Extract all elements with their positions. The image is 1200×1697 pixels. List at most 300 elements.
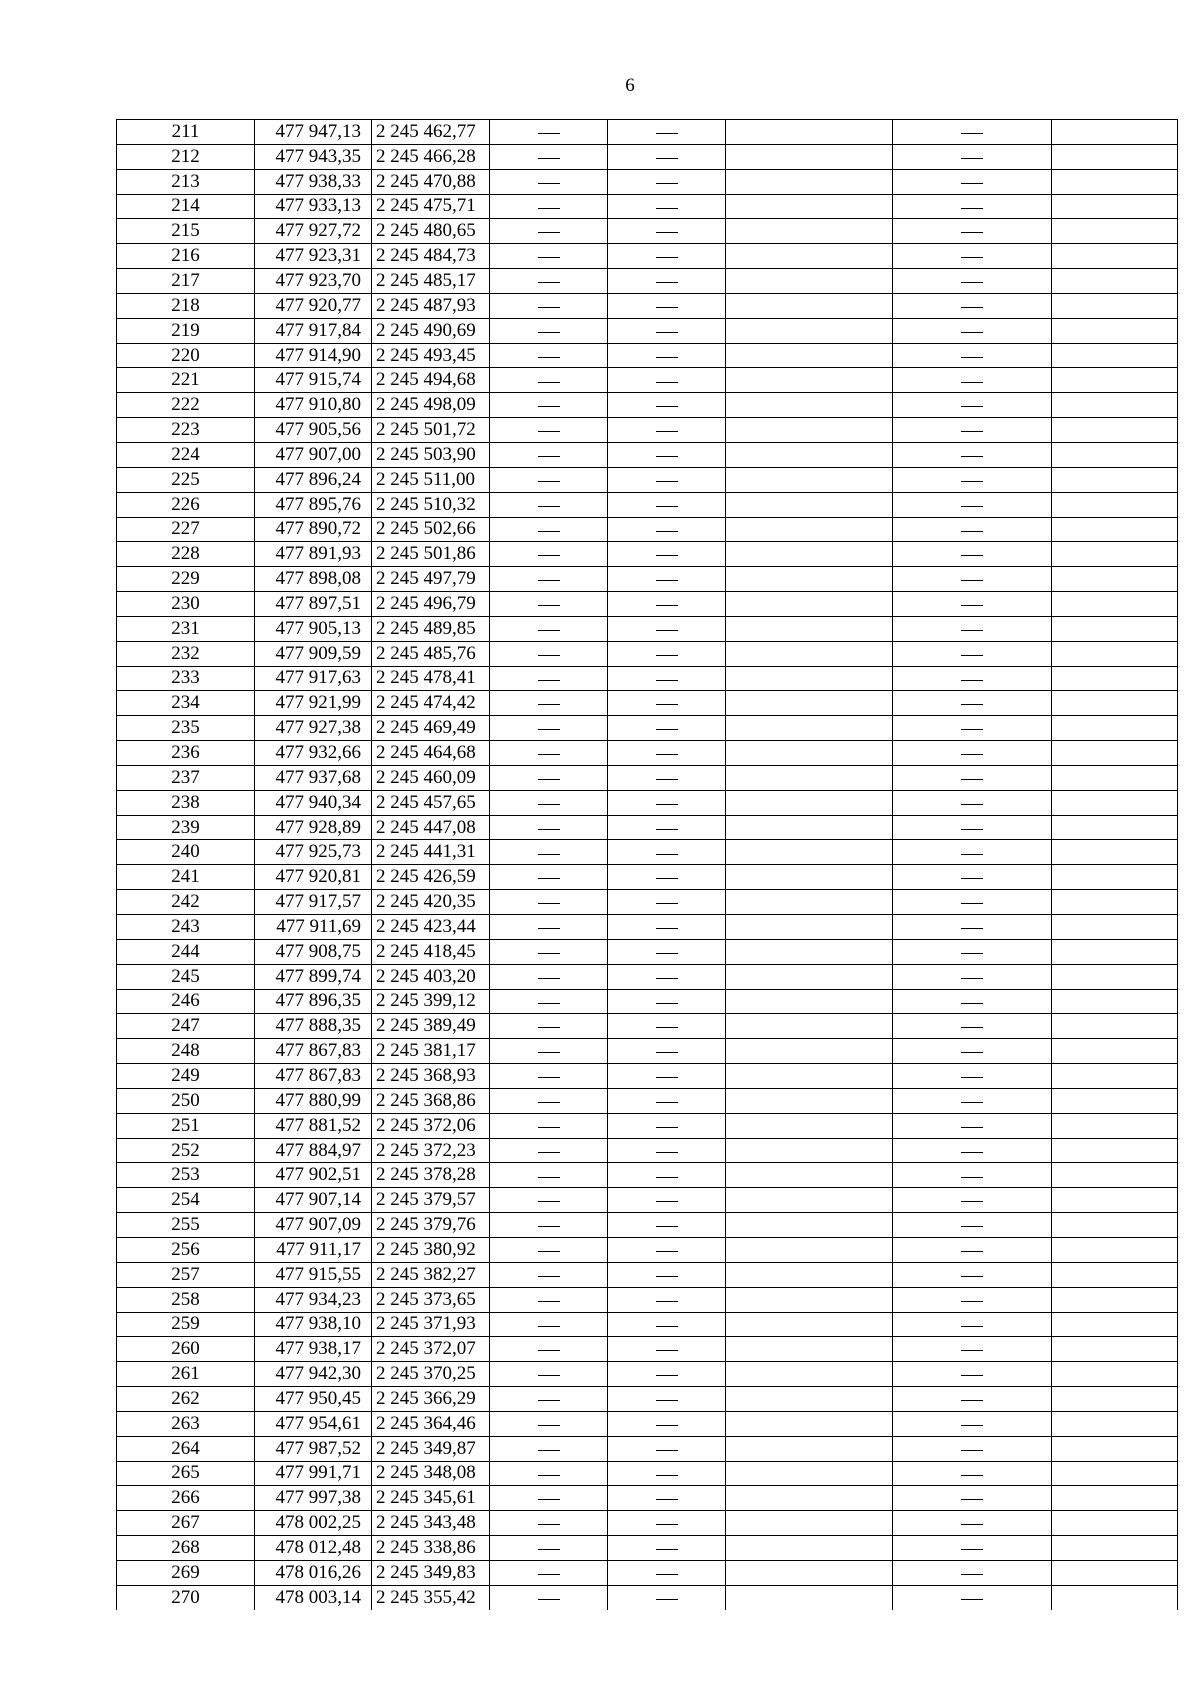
- dash-mark: [656, 531, 678, 532]
- empty-cell-2: [1052, 915, 1178, 940]
- dash-cell-3: [893, 1064, 1052, 1089]
- coordinate-y-cell: 2 245 420,35: [372, 890, 490, 915]
- dash-cell-2: [608, 964, 726, 989]
- table-row: [117, 1312, 1178, 1337]
- dash-cell-2: [608, 1039, 726, 1064]
- dash-cell-2: [608, 1387, 726, 1412]
- empty-cell-1: [726, 939, 893, 964]
- dash-cell-3: [893, 1014, 1052, 1039]
- dash-cell-3: [893, 567, 1052, 592]
- dash-mark: [656, 1177, 678, 1178]
- coordinate-y-cell: 2 245 501,86: [372, 542, 490, 567]
- table-row: [117, 1262, 1178, 1287]
- dash-cell-2: [608, 1362, 726, 1387]
- dash-mark: [538, 1375, 560, 1376]
- empty-cell-2: [1052, 1237, 1178, 1262]
- empty-cell-2: [1052, 1014, 1178, 1039]
- table-row: [117, 194, 1178, 219]
- empty-cell-1: [726, 592, 893, 617]
- dash-cell-1: [490, 1188, 608, 1213]
- empty-cell-2: [1052, 1312, 1178, 1337]
- empty-cell-1: [726, 1287, 893, 1312]
- dash-mark: [656, 1077, 678, 1078]
- empty-cell-2: [1052, 1411, 1178, 1436]
- empty-cell-1: [726, 1585, 893, 1610]
- coordinate-y-cell: 2 245 498,09: [372, 393, 490, 418]
- empty-cell-2: [1052, 939, 1178, 964]
- empty-cell-1: [726, 1014, 893, 1039]
- dash-cell-1: [490, 964, 608, 989]
- dash-mark: [538, 1152, 560, 1153]
- dash-mark: [961, 357, 983, 358]
- coordinate-x-cell: 477 943,35: [255, 144, 372, 169]
- dash-cell-2: [608, 368, 726, 393]
- dash-cell-1: [490, 467, 608, 492]
- dash-mark: [538, 257, 560, 258]
- dash-mark: [961, 680, 983, 681]
- dash-cell-3: [893, 1188, 1052, 1213]
- dash-cell-1: [490, 691, 608, 716]
- coordinate-x-cell: 477 940,34: [255, 790, 372, 815]
- dash-mark: [656, 332, 678, 333]
- empty-cell-1: [726, 492, 893, 517]
- empty-cell-1: [726, 1411, 893, 1436]
- coordinate-y-cell: 2 245 478,41: [372, 666, 490, 691]
- dash-mark: [656, 282, 678, 283]
- empty-cell-2: [1052, 343, 1178, 368]
- table-row: [117, 1064, 1178, 1089]
- coordinate-x-cell: 477 947,13: [255, 120, 372, 145]
- dash-mark: [961, 1127, 983, 1128]
- coordinate-x-cell: 477 932,66: [255, 741, 372, 766]
- empty-cell-2: [1052, 1436, 1178, 1461]
- point-number-cell: 222: [117, 393, 255, 418]
- coordinate-y-cell: 2 245 490,69: [372, 318, 490, 343]
- dash-cell-1: [490, 1362, 608, 1387]
- coordinate-y-cell: 2 245 466,28: [372, 144, 490, 169]
- coordinate-x-cell: 477 897,51: [255, 592, 372, 617]
- dash-mark: [538, 133, 560, 134]
- coordinate-x-cell: 477 933,13: [255, 194, 372, 219]
- empty-cell-2: [1052, 616, 1178, 641]
- coordinate-y-cell: 2 245 418,45: [372, 939, 490, 964]
- coordinate-x-cell: 477 938,10: [255, 1312, 372, 1337]
- dash-cell-1: [490, 1113, 608, 1138]
- coordinate-x-cell: 477 909,59: [255, 641, 372, 666]
- dash-mark: [961, 481, 983, 482]
- dash-mark: [961, 1450, 983, 1451]
- empty-cell-1: [726, 1262, 893, 1287]
- coordinate-y-cell: 2 245 364,46: [372, 1411, 490, 1436]
- point-number-cell: 269: [117, 1560, 255, 1585]
- dash-mark: [656, 1574, 678, 1575]
- point-number-cell: 221: [117, 368, 255, 393]
- empty-cell-2: [1052, 269, 1178, 294]
- dash-mark: [961, 779, 983, 780]
- coordinate-x-cell: 477 884,97: [255, 1138, 372, 1163]
- dash-cell-2: [608, 293, 726, 318]
- dash-cell-2: [608, 269, 726, 294]
- empty-cell-1: [726, 1312, 893, 1337]
- empty-cell-2: [1052, 368, 1178, 393]
- point-number-cell: 261: [117, 1362, 255, 1387]
- point-number-cell: 243: [117, 915, 255, 940]
- empty-cell-1: [726, 542, 893, 567]
- dash-cell-2: [608, 1585, 726, 1610]
- dash-cell-1: [490, 790, 608, 815]
- dash-mark: [656, 232, 678, 233]
- empty-cell-2: [1052, 815, 1178, 840]
- empty-cell-2: [1052, 1560, 1178, 1585]
- dash-cell-1: [490, 1585, 608, 1610]
- dash-cell-1: [490, 666, 608, 691]
- empty-cell-1: [726, 716, 893, 741]
- empty-cell-2: [1052, 120, 1178, 145]
- dash-cell-3: [893, 1536, 1052, 1561]
- coordinate-y-cell: 2 245 480,65: [372, 219, 490, 244]
- dash-cell-3: [893, 1237, 1052, 1262]
- coordinate-x-cell: 477 890,72: [255, 517, 372, 542]
- dash-cell-1: [490, 144, 608, 169]
- point-number-cell: 236: [117, 741, 255, 766]
- point-number-cell: 215: [117, 219, 255, 244]
- coordinate-y-cell: 2 245 403,20: [372, 964, 490, 989]
- coordinate-x-cell: 477 867,83: [255, 1064, 372, 1089]
- dash-mark: [538, 1599, 560, 1600]
- dash-mark: [656, 804, 678, 805]
- point-number-cell: 232: [117, 641, 255, 666]
- coordinate-y-cell: 2 245 447,08: [372, 815, 490, 840]
- dash-mark: [961, 605, 983, 606]
- dash-cell-2: [608, 442, 726, 467]
- table-row: [117, 393, 1178, 418]
- dash-mark: [656, 779, 678, 780]
- point-number-cell: 266: [117, 1486, 255, 1511]
- dash-cell-2: [608, 1262, 726, 1287]
- coordinate-y-cell: 2 245 379,57: [372, 1188, 490, 1213]
- point-number-cell: 220: [117, 343, 255, 368]
- dash-cell-3: [893, 1088, 1052, 1113]
- coordinate-y-cell: 2 245 464,68: [372, 741, 490, 766]
- coordinate-y-cell: 2 245 457,65: [372, 790, 490, 815]
- point-number-cell: 226: [117, 492, 255, 517]
- dash-cell-3: [893, 1138, 1052, 1163]
- dash-cell-1: [490, 1486, 608, 1511]
- coordinate-x-cell: 477 987,52: [255, 1436, 372, 1461]
- table-row: [117, 1188, 1178, 1213]
- dash-mark: [656, 506, 678, 507]
- dash-cell-1: [490, 741, 608, 766]
- dash-mark: [656, 729, 678, 730]
- dash-cell-2: [608, 1088, 726, 1113]
- dash-cell-3: [893, 318, 1052, 343]
- empty-cell-1: [726, 219, 893, 244]
- dash-mark: [961, 555, 983, 556]
- empty-cell-1: [726, 1511, 893, 1536]
- dash-mark: [538, 555, 560, 556]
- dash-cell-1: [490, 989, 608, 1014]
- table-row: [117, 1113, 1178, 1138]
- dash-mark: [961, 431, 983, 432]
- empty-cell-1: [726, 517, 893, 542]
- dash-mark: [538, 1177, 560, 1178]
- point-number-cell: 212: [117, 144, 255, 169]
- dash-cell-3: [893, 1436, 1052, 1461]
- dash-mark: [656, 704, 678, 705]
- point-number-cell: 259: [117, 1312, 255, 1337]
- table-row: [117, 1138, 1178, 1163]
- point-number-cell: 241: [117, 865, 255, 890]
- dash-cell-3: [893, 144, 1052, 169]
- dash-cell-3: [893, 169, 1052, 194]
- dash-mark: [961, 854, 983, 855]
- dash-mark: [961, 1400, 983, 1401]
- dash-cell-1: [490, 120, 608, 145]
- point-number-cell: 225: [117, 467, 255, 492]
- coordinate-x-cell: 477 896,24: [255, 467, 372, 492]
- dash-cell-3: [893, 1262, 1052, 1287]
- coordinate-x-cell: 477 937,68: [255, 765, 372, 790]
- empty-cell-2: [1052, 1536, 1178, 1561]
- coordinate-y-cell: 2 245 379,76: [372, 1213, 490, 1238]
- dash-cell-2: [608, 616, 726, 641]
- point-number-cell: 256: [117, 1237, 255, 1262]
- dash-cell-2: [608, 169, 726, 194]
- dash-mark: [538, 1450, 560, 1451]
- dash-mark: [656, 257, 678, 258]
- coordinate-x-cell: 477 896,35: [255, 989, 372, 1014]
- dash-mark: [961, 1549, 983, 1550]
- dash-mark: [961, 1226, 983, 1227]
- dash-mark: [656, 953, 678, 954]
- dash-cell-1: [490, 1014, 608, 1039]
- dash-mark: [538, 1301, 560, 1302]
- table-row: [117, 865, 1178, 890]
- dash-mark: [538, 1127, 560, 1128]
- empty-cell-2: [1052, 144, 1178, 169]
- dash-mark: [961, 1251, 983, 1252]
- dash-cell-1: [490, 1461, 608, 1486]
- point-number-cell: 242: [117, 890, 255, 915]
- empty-cell-1: [726, 815, 893, 840]
- dash-cell-2: [608, 1064, 726, 1089]
- coordinate-x-cell: 477 921,99: [255, 691, 372, 716]
- coordinate-y-cell: 2 245 382,27: [372, 1262, 490, 1287]
- point-number-cell: 239: [117, 815, 255, 840]
- dash-mark: [961, 456, 983, 457]
- point-number-cell: 234: [117, 691, 255, 716]
- dash-mark: [538, 779, 560, 780]
- table-row: [117, 343, 1178, 368]
- empty-cell-2: [1052, 790, 1178, 815]
- coordinate-x-cell: 477 888,35: [255, 1014, 372, 1039]
- dash-cell-3: [893, 1039, 1052, 1064]
- dash-mark: [656, 406, 678, 407]
- empty-cell-1: [726, 567, 893, 592]
- dash-cell-3: [893, 1461, 1052, 1486]
- dash-cell-3: [893, 666, 1052, 691]
- dash-mark: [961, 630, 983, 631]
- point-number-cell: 214: [117, 194, 255, 219]
- empty-cell-2: [1052, 691, 1178, 716]
- dash-cell-1: [490, 939, 608, 964]
- dash-cell-2: [608, 1411, 726, 1436]
- coordinate-y-cell: 2 245 338,86: [372, 1536, 490, 1561]
- dash-mark: [656, 1350, 678, 1351]
- dash-mark: [538, 1350, 560, 1351]
- coordinate-y-cell: 2 245 485,76: [372, 641, 490, 666]
- dash-cell-3: [893, 194, 1052, 219]
- table-row: [117, 1511, 1178, 1536]
- dash-mark: [538, 1077, 560, 1078]
- dash-mark: [961, 1201, 983, 1202]
- dash-mark: [656, 1375, 678, 1376]
- coordinates-table-body: [117, 120, 1178, 1611]
- dash-cell-3: [893, 244, 1052, 269]
- coordinate-y-cell: 2 245 349,83: [372, 1560, 490, 1585]
- dash-mark: [656, 580, 678, 581]
- dash-mark: [656, 1251, 678, 1252]
- dash-cell-1: [490, 890, 608, 915]
- point-number-cell: 262: [117, 1387, 255, 1412]
- dash-mark: [961, 1524, 983, 1525]
- point-number-cell: 235: [117, 716, 255, 741]
- dash-mark: [656, 1003, 678, 1004]
- coordinate-x-cell: 477 917,63: [255, 666, 372, 691]
- table-row: [117, 1287, 1178, 1312]
- dash-cell-2: [608, 939, 726, 964]
- empty-cell-1: [726, 169, 893, 194]
- table-row: [117, 1163, 1178, 1188]
- dash-cell-3: [893, 393, 1052, 418]
- point-number-cell: 238: [117, 790, 255, 815]
- dash-mark: [961, 1052, 983, 1053]
- dash-mark: [656, 357, 678, 358]
- empty-cell-2: [1052, 666, 1178, 691]
- dash-cell-2: [608, 318, 726, 343]
- table-row: [117, 964, 1178, 989]
- dash-mark: [961, 183, 983, 184]
- dash-mark: [961, 382, 983, 383]
- coordinate-x-cell: 477 920,77: [255, 293, 372, 318]
- dash-cell-2: [608, 1337, 726, 1362]
- dash-mark: [656, 854, 678, 855]
- dash-mark: [538, 357, 560, 358]
- dash-cell-3: [893, 492, 1052, 517]
- dash-cell-2: [608, 517, 726, 542]
- dash-cell-3: [893, 269, 1052, 294]
- dash-mark: [538, 680, 560, 681]
- dash-mark: [538, 431, 560, 432]
- dash-cell-3: [893, 1560, 1052, 1585]
- dash-cell-1: [490, 1039, 608, 1064]
- dash-mark: [656, 928, 678, 929]
- table-row: [117, 169, 1178, 194]
- empty-cell-2: [1052, 1362, 1178, 1387]
- dash-cell-3: [893, 616, 1052, 641]
- dash-mark: [961, 754, 983, 755]
- dash-mark: [961, 878, 983, 879]
- page-number: 6: [625, 75, 635, 96]
- dash-cell-2: [608, 219, 726, 244]
- dash-mark: [538, 729, 560, 730]
- dash-mark: [656, 630, 678, 631]
- dash-cell-1: [490, 865, 608, 890]
- coordinate-x-cell: 477 923,31: [255, 244, 372, 269]
- dash-mark: [656, 456, 678, 457]
- dash-cell-2: [608, 1536, 726, 1561]
- empty-cell-2: [1052, 1039, 1178, 1064]
- coordinate-x-cell: 477 880,99: [255, 1088, 372, 1113]
- dash-cell-2: [608, 1138, 726, 1163]
- table-row: [117, 1560, 1178, 1585]
- dash-cell-3: [893, 219, 1052, 244]
- dash-cell-1: [490, 1262, 608, 1287]
- coordinate-y-cell: 2 245 494,68: [372, 368, 490, 393]
- dash-cell-1: [490, 269, 608, 294]
- point-number-cell: 230: [117, 592, 255, 617]
- empty-cell-1: [726, 1436, 893, 1461]
- dash-cell-3: [893, 939, 1052, 964]
- dash-cell-2: [608, 915, 726, 940]
- dash-cell-2: [608, 418, 726, 443]
- dash-mark: [656, 1499, 678, 1500]
- table-row: [117, 790, 1178, 815]
- dash-cell-2: [608, 641, 726, 666]
- dash-mark: [538, 1276, 560, 1277]
- empty-cell-2: [1052, 492, 1178, 517]
- empty-cell-2: [1052, 1088, 1178, 1113]
- dash-mark: [656, 655, 678, 656]
- coordinate-x-cell: 477 991,71: [255, 1461, 372, 1486]
- empty-cell-2: [1052, 418, 1178, 443]
- empty-cell-2: [1052, 1585, 1178, 1610]
- empty-cell-1: [726, 1560, 893, 1585]
- dash-mark: [656, 481, 678, 482]
- dash-mark: [538, 282, 560, 283]
- dash-cell-2: [608, 1560, 726, 1585]
- table-row: [117, 939, 1178, 964]
- point-number-cell: 252: [117, 1138, 255, 1163]
- empty-cell-1: [726, 616, 893, 641]
- point-number-cell: 227: [117, 517, 255, 542]
- dash-cell-1: [490, 194, 608, 219]
- empty-cell-2: [1052, 964, 1178, 989]
- dash-mark: [538, 655, 560, 656]
- dash-mark: [961, 655, 983, 656]
- dash-cell-2: [608, 1014, 726, 1039]
- dash-mark: [538, 1326, 560, 1327]
- dash-cell-1: [490, 368, 608, 393]
- empty-cell-2: [1052, 1213, 1178, 1238]
- dash-mark: [961, 1276, 983, 1277]
- dash-mark: [656, 555, 678, 556]
- empty-cell-2: [1052, 716, 1178, 741]
- dash-cell-3: [893, 815, 1052, 840]
- empty-cell-2: [1052, 890, 1178, 915]
- coordinate-x-cell: 477 923,70: [255, 269, 372, 294]
- dash-mark: [538, 1425, 560, 1426]
- dash-cell-3: [893, 1585, 1052, 1610]
- dash-mark: [538, 630, 560, 631]
- empty-cell-2: [1052, 194, 1178, 219]
- empty-cell-2: [1052, 293, 1178, 318]
- point-number-cell: 251: [117, 1113, 255, 1138]
- dash-cell-2: [608, 1511, 726, 1536]
- empty-cell-2: [1052, 1486, 1178, 1511]
- empty-cell-2: [1052, 989, 1178, 1014]
- dash-mark: [538, 332, 560, 333]
